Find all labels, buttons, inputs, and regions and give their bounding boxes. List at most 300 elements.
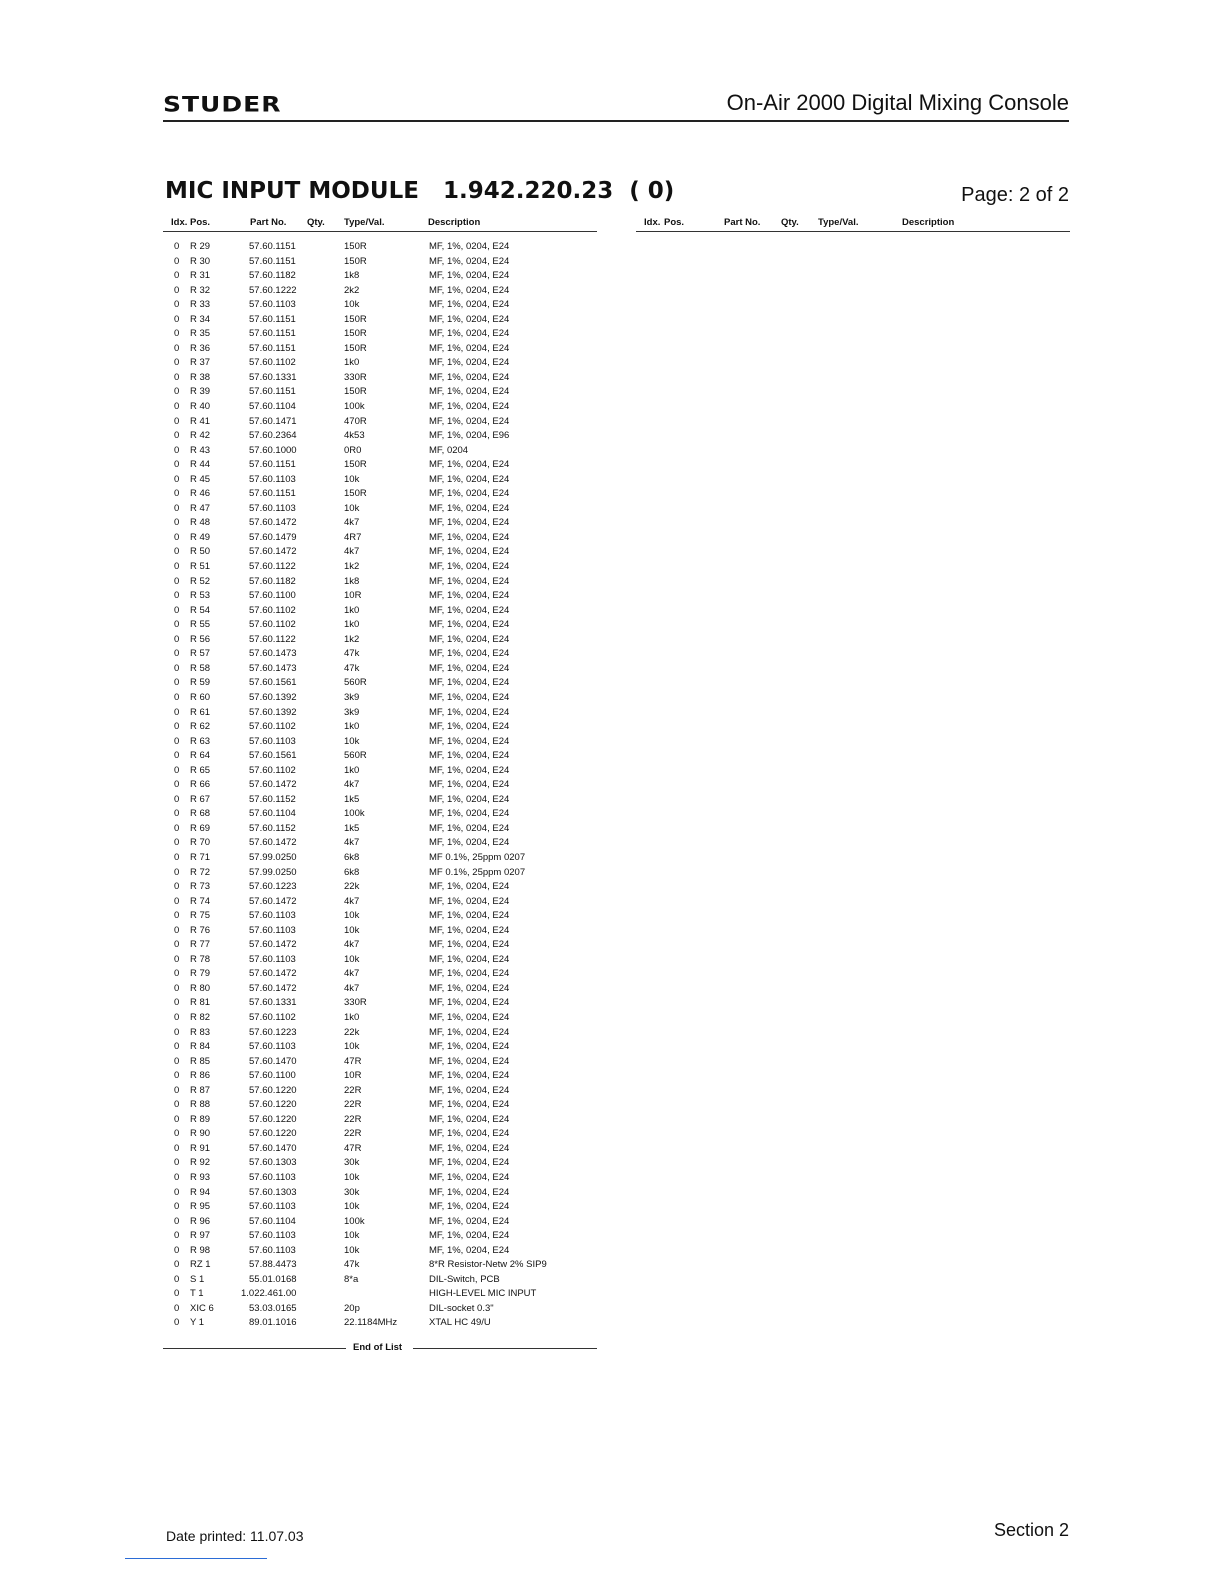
row-pos: R 68 (190, 808, 211, 820)
row-idx: 0 (174, 750, 180, 762)
row-pos: R 90 (190, 1128, 211, 1140)
table-row (163, 647, 603, 662)
row-pos: R 70 (190, 837, 211, 849)
row-type-val: 150R (344, 255, 367, 267)
row-description: MF, 1%, 0204, E24 (429, 1172, 510, 1183)
row-part-no: 57.60.1470 (249, 1142, 297, 1154)
row-idx: 0 (174, 1230, 180, 1242)
row-type-val: 2k2 (344, 284, 360, 296)
table-row (163, 1258, 603, 1273)
row-description: MF, 1%, 0204, E24 (429, 1186, 510, 1198)
row-type-val: 3k9 (344, 691, 360, 703)
row-part-no: 57.60.1104 (249, 401, 296, 413)
row-type-val: 4k7 (344, 517, 360, 529)
col-desc: Description (428, 217, 481, 228)
left-column-headers (163, 217, 597, 231)
row-idx: 0 (174, 997, 180, 1009)
row-part-no: 57.60.1472 (249, 837, 297, 849)
row-pos: R 55 (190, 619, 211, 631)
row-part-no: 57.60.1103 (249, 299, 296, 311)
col-type: Type/Val. (344, 217, 385, 228)
table-row (163, 502, 603, 517)
table-row (163, 807, 603, 822)
row-description: MF, 1%, 0204, E24 (429, 371, 510, 383)
row-type-val: 560R (344, 750, 367, 762)
row-part-no: 57.60.2364 (249, 430, 297, 442)
row-type-val: 22.1184MHz (344, 1317, 398, 1329)
row-part-no: 57.60.1103 (249, 953, 296, 965)
row-pos: R 32 (190, 284, 211, 296)
row-pos: R 61 (190, 706, 211, 718)
row-pos: R 51 (190, 561, 211, 573)
row-pos: R 91 (190, 1142, 211, 1154)
table-row (163, 575, 603, 590)
row-pos: T 1 (190, 1288, 204, 1300)
row-pos: R 60 (190, 691, 211, 703)
row-pos: R 73 (190, 881, 211, 893)
row-idx: 0 (174, 1244, 180, 1256)
row-part-no: 57.60.1151 (249, 459, 296, 471)
row-part-no: 57.60.1151 (249, 386, 296, 398)
row-part-no: 57.60.1472 (249, 982, 297, 994)
row-pos: R 75 (190, 910, 211, 922)
row-pos: R 39 (190, 386, 211, 398)
row-description: MF, 1%, 0204, E24 (429, 982, 510, 994)
row-type-val: 1k0 (344, 619, 360, 631)
row-type-val: 0R0 (344, 444, 362, 456)
table-row (163, 516, 603, 531)
row-pos: R 65 (190, 764, 211, 776)
row-idx: 0 (174, 299, 180, 311)
table-row (163, 778, 603, 793)
row-description: MF, 1%, 0204, E24 (429, 473, 510, 485)
row-type-val: 10k (344, 1041, 360, 1053)
table-row (163, 1113, 603, 1128)
row-part-no: 57.99.0250 (249, 851, 297, 863)
row-part-no: 57.60.1470 (249, 1055, 297, 1067)
row-part-no: 57.60.1151 (249, 255, 296, 267)
section-label: Section 2 (993, 1520, 1069, 1540)
row-pos: R 77 (190, 939, 211, 951)
row-part-no: 57.60.1472 (249, 779, 297, 791)
row-part-no: 57.60.1222 (249, 284, 297, 296)
row-type-val: 22R (344, 1128, 362, 1140)
row-idx: 0 (174, 1259, 180, 1271)
table-row (163, 982, 603, 997)
row-type-val: 1k0 (344, 1011, 360, 1023)
table-row (163, 836, 603, 851)
row-pos: R 58 (190, 662, 211, 674)
table-row (163, 1171, 603, 1186)
table-row (163, 429, 603, 444)
row-idx: 0 (174, 633, 180, 645)
row-part-no: 57.60.1104 (249, 1215, 296, 1227)
row-type-val: 1k0 (344, 764, 360, 776)
table-row (163, 996, 603, 1011)
row-part-no: 57.60.1472 (249, 517, 297, 529)
row-type-val: 1k0 (344, 604, 360, 616)
row-idx: 0 (174, 1055, 180, 1067)
row-pos: R 31 (190, 270, 211, 282)
table-row (163, 866, 603, 881)
header-divider (163, 120, 1069, 122)
table-row (163, 1186, 603, 1201)
row-part-no: 57.60.1561 (249, 750, 297, 762)
row-type-val: 10k (344, 910, 360, 922)
row-description: HIGH-LEVEL MIC INPUT (429, 1288, 537, 1300)
row-part-no: 57.60.1102 (249, 721, 296, 733)
row-idx: 0 (174, 604, 180, 616)
row-idx: 0 (174, 1084, 180, 1096)
row-part-no: 57.99.0250 (249, 866, 297, 878)
row-description: MF, 1%, 0204, E24 (429, 997, 510, 1009)
table-row (163, 793, 603, 808)
row-description: MF 0.1%, 25ppm 0207 (429, 851, 526, 863)
table-row (163, 1244, 603, 1259)
row-part-no: 55.01.0168 (249, 1273, 297, 1285)
row-idx: 0 (174, 342, 180, 354)
row-description: DIL-socket 0.3" (429, 1302, 494, 1314)
row-idx: 0 (174, 270, 180, 282)
table-row (163, 255, 603, 270)
row-type-val: 150R (344, 386, 367, 398)
row-part-no: 57.60.1472 (249, 546, 297, 558)
row-type-val: 150R (344, 328, 367, 340)
row-part-no: 57.60.1472 (249, 895, 297, 907)
row-pos: R 89 (190, 1113, 211, 1125)
table-row (163, 342, 603, 357)
row-type-val: 10k (344, 924, 360, 936)
row-pos: R 52 (190, 575, 211, 587)
row-description: MF, 1%, 0204, E24 (429, 1201, 510, 1213)
row-part-no: 57.60.1182 (249, 270, 296, 282)
row-pos: R 40 (190, 401, 211, 413)
row-pos: R 72 (190, 866, 211, 878)
row-description: MF, 1%, 0204, E24 (429, 401, 510, 413)
row-type-val: 470R (344, 415, 367, 427)
row-description: MF, 1%, 0204, E24 (429, 488, 510, 500)
row-description: MF, 1%, 0204, E24 (429, 939, 510, 951)
row-type-val: 47R (344, 1142, 362, 1154)
row-pos: R 84 (190, 1041, 211, 1053)
row-pos: R 80 (190, 982, 211, 994)
col-type: Type/Val. (818, 217, 859, 228)
table-row (163, 1026, 603, 1041)
row-type-val: 10k (344, 1201, 360, 1213)
table-row (163, 1127, 603, 1142)
row-description: MF, 1%, 0204, E24 (429, 677, 510, 689)
row-type-val: 10k (344, 473, 360, 485)
table-row (163, 327, 603, 342)
row-idx: 0 (174, 1186, 180, 1198)
table-row (163, 1098, 603, 1113)
row-idx: 0 (174, 721, 180, 733)
table-row (163, 444, 603, 459)
row-description: MF, 1%, 0204, E24 (429, 691, 510, 703)
row-type-val: 4k7 (344, 546, 360, 558)
row-pos: R 98 (190, 1244, 211, 1256)
table-row (163, 313, 603, 328)
row-pos: R 50 (190, 546, 211, 558)
row-description: MF, 1%, 0204, E24 (429, 735, 510, 747)
row-part-no: 57.60.1103 (249, 502, 296, 514)
row-type-val: 20p (344, 1302, 360, 1314)
row-part-no: 57.60.1102 (249, 604, 296, 616)
row-idx: 0 (174, 1172, 180, 1183)
row-description: MF, 1%, 0204, E24 (429, 1026, 510, 1038)
row-pos: R 94 (190, 1186, 211, 1198)
row-idx: 0 (174, 1273, 180, 1285)
row-part-no: 57.60.1392 (249, 691, 297, 703)
row-idx: 0 (174, 1201, 180, 1213)
row-idx: 0 (174, 415, 180, 427)
row-idx: 0 (174, 255, 180, 267)
row-description: MF, 1%, 0204, E24 (429, 750, 510, 762)
row-idx: 0 (174, 517, 180, 529)
row-type-val: 1k5 (344, 793, 360, 805)
row-part-no: 57.60.1103 (249, 1201, 296, 1213)
row-part-no: 57.60.1122 (249, 561, 296, 573)
row-type-val: 100k (344, 1215, 365, 1227)
row-part-no: 57.60.1104 (249, 808, 296, 820)
row-type-val: 150R (344, 488, 367, 500)
row-idx: 0 (174, 1026, 180, 1038)
row-type-val: 1k0 (344, 357, 360, 369)
row-description: MF, 1%, 0204, E24 (429, 662, 510, 674)
row-pos: R 34 (190, 313, 211, 325)
row-idx: 0 (174, 284, 180, 296)
row-description: MF, 1%, 0204, E24 (429, 779, 510, 791)
table-row (163, 400, 603, 415)
row-pos: R 47 (190, 502, 211, 514)
row-idx: 0 (174, 706, 180, 718)
row-idx: 0 (174, 1302, 180, 1314)
row-idx: 0 (174, 313, 180, 325)
row-description: MF, 1%, 0204, E24 (429, 1011, 510, 1023)
row-part-no: 57.60.1152 (249, 793, 296, 805)
row-description: MF, 1%, 0204, E24 (429, 1084, 510, 1096)
row-idx: 0 (174, 1011, 180, 1023)
row-idx: 0 (174, 793, 180, 805)
table-row (163, 676, 603, 691)
row-type-val: 1k2 (344, 633, 360, 645)
row-description: MF, 1%, 0204, E24 (429, 357, 510, 369)
right-header-rule (636, 231, 1070, 232)
row-pos: R 85 (190, 1055, 211, 1067)
row-idx: 0 (174, 357, 180, 369)
row-idx: 0 (174, 662, 180, 674)
row-description: MF, 1%, 0204, E24 (429, 313, 510, 325)
table-row (163, 284, 603, 299)
row-description: MF, 1%, 0204, E24 (429, 837, 510, 849)
row-pos: R 71 (190, 851, 211, 863)
row-pos: R 79 (190, 968, 211, 980)
row-part-no: 57.60.1100 (249, 590, 296, 602)
row-type-val: 10R (344, 590, 362, 602)
col-part: Part No. (250, 217, 287, 228)
row-description: MF, 1%, 0204, E24 (429, 590, 510, 602)
table-row (163, 415, 603, 430)
row-description: MF, 1%, 0204, E24 (429, 793, 510, 805)
row-part-no: 57.60.1103 (249, 1244, 296, 1256)
row-pos: R 54 (190, 604, 211, 616)
row-idx: 0 (174, 401, 180, 413)
row-pos: RZ 1 (190, 1259, 211, 1271)
table-row (163, 895, 603, 910)
row-pos: R 41 (190, 415, 211, 427)
row-type-val: 47k (344, 1259, 360, 1271)
row-description: MF, 1%, 0204, E24 (429, 721, 510, 733)
row-description: MF, 1%, 0204, E24 (429, 270, 510, 282)
table-row (163, 298, 603, 313)
row-description: MF, 1%, 0204, E24 (429, 1215, 510, 1227)
row-description: MF, 1%, 0204, E24 (429, 1157, 510, 1169)
row-type-val: 6k8 (344, 866, 360, 878)
table-row (163, 1215, 603, 1230)
row-type-val: 22R (344, 1084, 362, 1096)
row-pos: R 83 (190, 1026, 211, 1038)
row-description: MF, 1%, 0204, E24 (429, 648, 510, 660)
row-pos: R 88 (190, 1099, 211, 1111)
row-description: MF, 1%, 0204, E24 (429, 1041, 510, 1053)
row-part-no: 57.60.1220 (249, 1099, 297, 1111)
row-idx: 0 (174, 735, 180, 747)
row-idx: 0 (174, 430, 180, 442)
row-type-val: 330R (344, 371, 367, 383)
table-row (163, 1287, 603, 1302)
table-row (163, 589, 603, 604)
row-description: MF, 1%, 0204, E24 (429, 255, 510, 267)
table-row (163, 560, 603, 575)
row-pos: R 95 (190, 1201, 211, 1213)
row-part-no: 53.03.0165 (249, 1302, 297, 1314)
end-rule-right (413, 1348, 597, 1349)
document-title: On-Air 2000 Digital Mixing Console (726, 90, 1069, 115)
table-row (163, 953, 603, 968)
table-row (163, 924, 603, 939)
row-description: MF, 1%, 0204, E24 (429, 604, 510, 616)
row-idx: 0 (174, 619, 180, 631)
row-part-no: 1.022.461.00 (241, 1288, 297, 1300)
table-row (163, 1011, 603, 1026)
row-idx: 0 (174, 648, 180, 660)
row-type-val: 150R (344, 313, 367, 325)
table-row (163, 822, 603, 837)
row-description: MF, 1%, 0204, E24 (429, 706, 510, 718)
row-type-val: 4k7 (344, 837, 360, 849)
row-idx: 0 (174, 371, 180, 383)
row-part-no: 57.60.1103 (249, 1230, 296, 1242)
row-part-no: 57.60.1561 (249, 677, 297, 689)
row-idx: 0 (174, 241, 180, 252)
table-row (163, 1040, 603, 1055)
row-description: MF, 1%, 0204, E24 (429, 822, 510, 834)
row-pos: R 87 (190, 1084, 211, 1096)
row-part-no: 57.60.1151 (249, 313, 296, 325)
row-description: MF, 1%, 0204, E24 (429, 953, 510, 965)
row-pos: R 35 (190, 328, 211, 340)
row-idx: 0 (174, 1317, 180, 1329)
row-type-val: 100k (344, 401, 365, 413)
row-description: 8*R Resistor-Netw 2% SIP9 (429, 1259, 547, 1271)
row-part-no: 57.60.1182 (249, 575, 296, 587)
parts-table (163, 240, 603, 1331)
row-part-no: 57.60.1472 (249, 968, 297, 980)
row-pos: XIC 6 (190, 1302, 214, 1314)
row-pos: R 42 (190, 430, 211, 442)
row-part-no: 57.60.1472 (249, 939, 297, 951)
row-pos: R 57 (190, 648, 211, 660)
row-part-no: 57.60.1151 (249, 241, 296, 252)
row-part-no: 57.60.1152 (249, 822, 296, 834)
end-rule-left (163, 1348, 346, 1349)
row-pos: R 36 (190, 342, 211, 354)
row-type-val: 100k (344, 808, 365, 820)
row-idx: 0 (174, 924, 180, 936)
col-pos: Pos. (190, 217, 211, 228)
row-description: MF, 1%, 0204, E24 (429, 1244, 510, 1256)
row-type-val: 10R (344, 1070, 362, 1082)
row-type-val: 22k (344, 881, 360, 893)
row-type-val: 8*a (344, 1273, 359, 1285)
page-number: Page: 2 of 2 (961, 184, 1069, 206)
row-part-no: 57.60.1303 (249, 1157, 297, 1169)
row-part-no: 57.60.1331 (249, 371, 297, 383)
col-desc: Description (902, 217, 955, 228)
row-type-val: 4k7 (344, 895, 360, 907)
row-description: MF, 1%, 0204, E24 (429, 342, 510, 354)
row-description: MF, 1%, 0204, E24 (429, 1070, 510, 1082)
row-description: MF, 1%, 0204, E24 (429, 1113, 510, 1125)
row-type-val: 1k0 (344, 721, 360, 733)
table-row (163, 604, 603, 619)
row-idx: 0 (174, 822, 180, 834)
row-description: MF, 1%, 0204, E96 (429, 430, 510, 442)
row-pos: R 56 (190, 633, 211, 645)
row-description: MF, 1%, 0204, E24 (429, 633, 510, 645)
row-part-no: 57.60.1151 (249, 328, 296, 340)
row-idx: 0 (174, 1041, 180, 1053)
col-part: Part No. (724, 217, 761, 228)
row-description: MF, 1%, 0204, E24 (429, 968, 510, 980)
row-pos: R 78 (190, 953, 211, 965)
row-type-val: 150R (344, 241, 367, 252)
table-row (163, 1302, 603, 1317)
row-description: MF, 1%, 0204, E24 (429, 575, 510, 587)
row-idx: 0 (174, 968, 180, 980)
table-row (163, 1069, 603, 1084)
row-idx: 0 (174, 779, 180, 791)
row-description: MF, 1%, 0204, E24 (429, 386, 510, 398)
right-column-headers (636, 217, 1070, 231)
row-idx: 0 (174, 764, 180, 776)
table-row (163, 880, 603, 895)
row-pos: R 81 (190, 997, 211, 1009)
row-description: XTAL HC 49/U (429, 1317, 491, 1329)
row-type-val: 150R (344, 342, 367, 354)
row-pos: R 92 (190, 1157, 211, 1169)
row-idx: 0 (174, 1288, 180, 1300)
table-row (163, 691, 603, 706)
table-row (163, 545, 603, 560)
row-pos: R 69 (190, 822, 211, 834)
row-description: MF, 1%, 0204, E24 (429, 531, 510, 543)
row-idx: 0 (174, 939, 180, 951)
table-row (163, 1200, 603, 1215)
row-idx: 0 (174, 531, 180, 543)
row-part-no: 57.60.1473 (249, 648, 297, 660)
table-row (163, 1273, 603, 1288)
